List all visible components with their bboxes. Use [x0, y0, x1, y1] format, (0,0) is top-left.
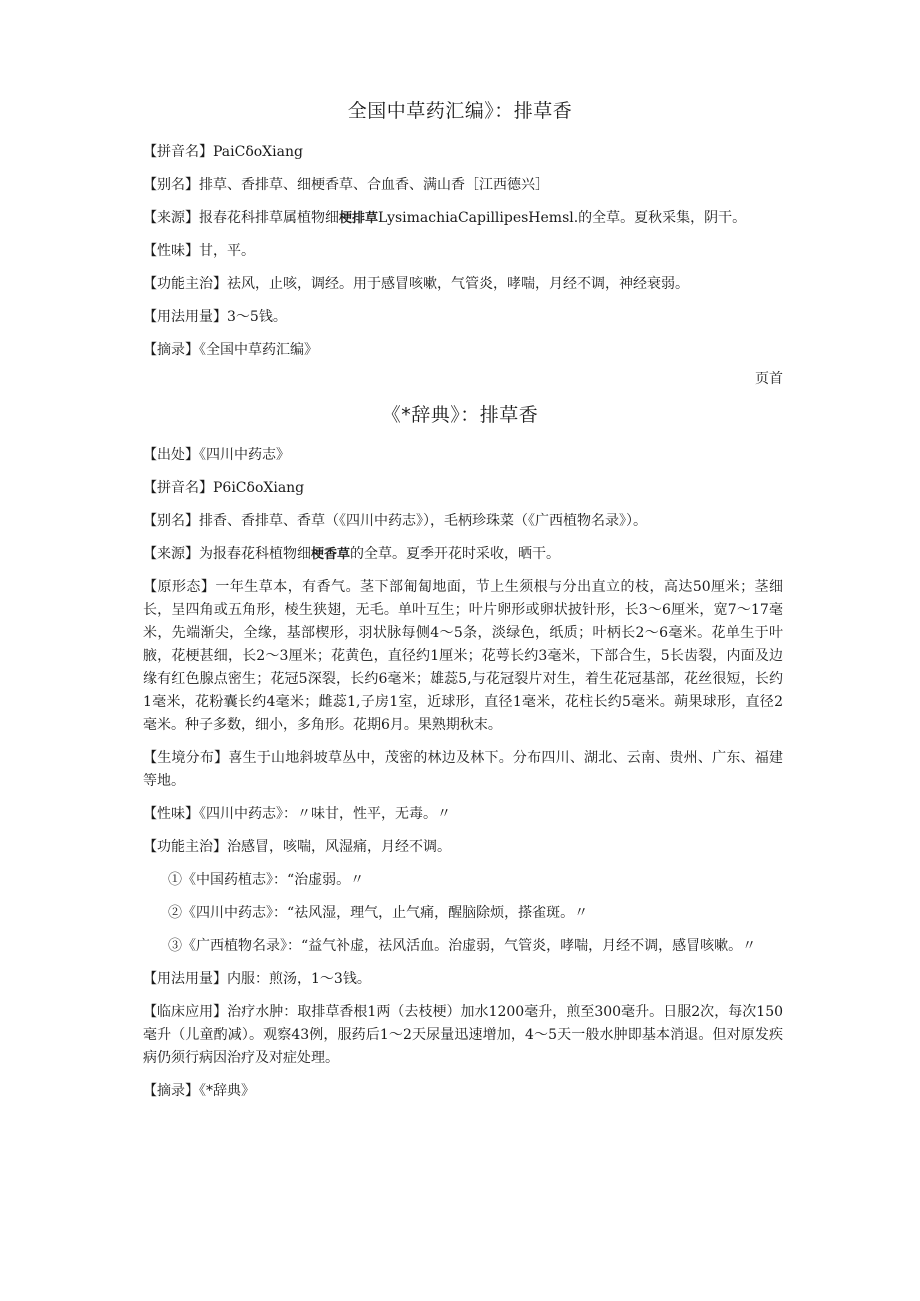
entry-text: 内服：煎汤，1～3钱。: [227, 971, 371, 987]
entry-pinyin: [143, 477, 783, 500]
entry-taste: [143, 803, 783, 826]
article-body-1: [143, 141, 783, 372]
entry-morphology: [143, 576, 783, 737]
entry-label: 【生境分布】: [143, 750, 229, 766]
entry-text: 《全国中草药汇编》: [199, 342, 318, 358]
entry-label: 【来源】: [143, 546, 199, 562]
entry-label: 【用法用量】: [143, 309, 227, 325]
entry-label: 【来源】: [143, 210, 199, 226]
entry-text: 《四川中药志》: [199, 447, 290, 463]
entry-label: 【临床应用】: [143, 1004, 228, 1020]
entry-source: [143, 207, 783, 230]
plant-name-bold: 梗香草: [311, 547, 351, 562]
entry-text: 一年生草本，有香气。茎下部匍匐地面，节上生须根与分出直立的枝，高达50厘米；茎细长，呈四角或五角形，棱生狭翅，无毛。单叶互生；叶片卵形或卵状披针形，长3～6厘米，宽7～17毫米，先端渐尖，全缘，基部楔形，羽状脉每侧4～5条，淡绿色，纸质；叶柄长2～6毫米。花单生于叶腋，花梗甚细，长2～3厘米；花黄色，直径约1厘米；花萼长约3毫米，下部合生，5长齿裂，内面及边缘有红色腺点密生；花冠5深裂，长约6毫米；雄蕊5,与花冠裂片对生，着生花冠基部，花丝很短，长约1毫米，花粉囊长约4毫米；雌蕊1,子房1室，近球形，直径1毫米，花柱长约5毫米。蒴果球形，直径2毫米。种子多数，细小，多角形。花期6月。果熟期秋末。: [143, 579, 784, 733]
entry-text: 3～5钱。: [227, 309, 287, 325]
entry-label: 【原形态】: [143, 579, 216, 595]
entry-text: P6iCδoXiang: [213, 480, 305, 496]
entry-text: PaiCδoXiang: [213, 144, 303, 160]
entry-text: 祛风，止咳，调经。用于感冒咳嗽，气管炎，哮喘，月经不调，神经衰弱。: [227, 276, 689, 292]
entry-label: 【性味】: [143, 806, 199, 822]
plant-name-bold: 梗排草: [339, 211, 379, 226]
entry-text: 治疗水肿：取排草香根1两（去枝梗）加水1200毫升，煎至300毫升。日服2次，每次150毫升（儿童酌减）。观察43例，服药后1～2天尿量迅速增加，4～5天一般水肿即基本消退。但对原发疾病仍须行病因治疗及对症处理。: [143, 1004, 784, 1066]
entry-function: [143, 273, 783, 296]
entry-label: 【功能主治】: [143, 839, 227, 855]
entry-text: 排草、香排草、细梗香草、合血香、满山香［江西德兴］: [199, 177, 549, 193]
article-title-1: 全国中草药汇编》：排草香: [347, 100, 573, 122]
entry-label: 【拼音名】: [143, 144, 213, 160]
article-title-2: 《*辞典》：排草香: [381, 404, 539, 426]
entry-function: [143, 836, 783, 859]
entry-text: ②《四川中药志》：“祛风湿，理气，止气痛，醒脑除烦，搽雀斑。〃: [168, 905, 589, 921]
entry-text: 报春花科排草属植物细: [199, 210, 339, 226]
entry-origin: [143, 444, 783, 467]
entry-label: 【摘录】: [143, 342, 199, 358]
entry-excerpt: [143, 1080, 783, 1103]
entry-text: 甘，平。: [199, 243, 255, 259]
entry-citation-2: [143, 902, 783, 925]
entry-text: ①《中国药植志》：“治虚弱。〃: [168, 872, 365, 888]
entry-citation-1: [143, 869, 783, 892]
entry-excerpt: [143, 339, 783, 362]
entry-text: 《*辞典》: [199, 1083, 255, 1099]
entry-clinical: [143, 1001, 783, 1070]
entry-label: 【拼音名】: [143, 480, 213, 496]
entry-label: 【别名】: [143, 177, 199, 193]
entry-text: 《四川中药志》：〃味甘，性平，无毒。〃: [199, 806, 451, 822]
entry-text: 为报春花科植物细: [199, 546, 311, 562]
entry-text: LysimachiaCapillipesHemsl.的全草。夏秋采集，阴干。: [378, 210, 747, 226]
entry-text: ③《广西植物名录》：“益气补虚，祛风活血。治虚弱，气管炎，哮喘，月经不调，感冒咳嗽。〃: [168, 938, 757, 954]
entry-dosage: [143, 306, 783, 329]
page-top-link[interactable]: 页首: [755, 371, 783, 387]
entry-label: 【性味】: [143, 243, 199, 259]
entry-dosage: [143, 968, 783, 991]
entry-taste: [143, 240, 783, 263]
entry-habitat: [143, 747, 783, 793]
entry-label: 【用法用量】: [143, 971, 227, 987]
entry-label: 【摘录】: [143, 1083, 199, 1099]
entry-label: 【别名】: [143, 513, 199, 529]
entry-label: 【功能主治】: [143, 276, 227, 292]
entry-alias: [143, 510, 783, 533]
entry-citation-3: [143, 935, 783, 958]
entry-alias: [143, 174, 783, 197]
entry-source: [143, 543, 783, 566]
entry-label: 【出处】: [143, 447, 199, 463]
article-body-2: [143, 444, 783, 1113]
entry-text: 喜生于山地斜坡草丛中，茂密的林边及林下。分布四川、湖北、云南、贵州、广东、福建等地。: [143, 750, 784, 789]
entry-pinyin: [143, 141, 783, 164]
entry-text: 排香、香排草、香草（《四川中药志》），毛柄珍珠菜（《广西植物名录》）。: [199, 513, 647, 529]
entry-text: 的全草。夏季开花时采收，晒干。: [350, 546, 561, 562]
entry-text: 治感冒，咳喘，风湿痛，月经不调。: [227, 839, 451, 855]
